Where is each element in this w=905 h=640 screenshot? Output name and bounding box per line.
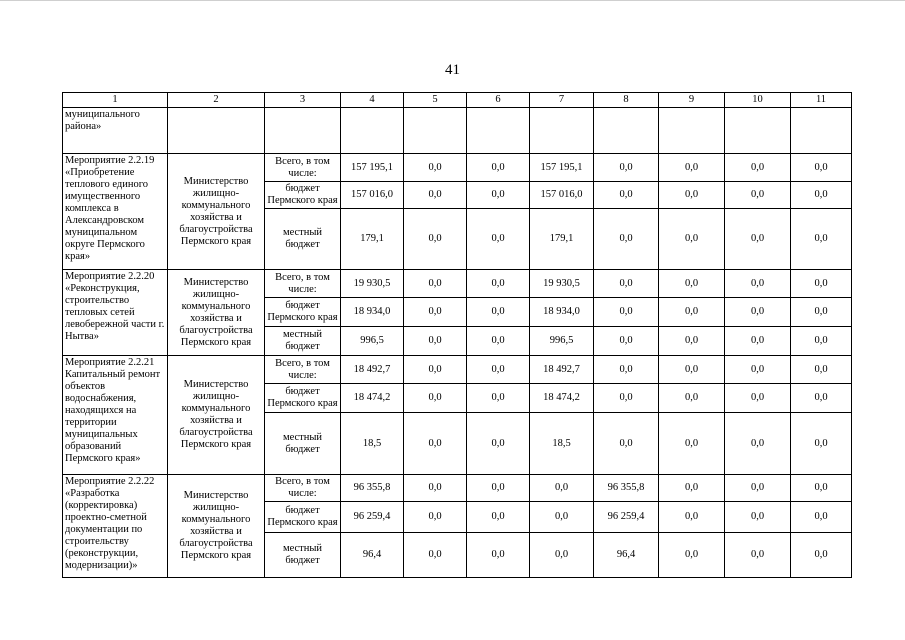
header-row (63, 93, 852, 108)
value-cell: 157 016,0 (341, 182, 404, 209)
value-cell: 0,0 (467, 209, 530, 270)
value-cell: 0,0 (594, 182, 659, 209)
funding-source: бюджет Пермского края (265, 384, 341, 413)
value-cell: 0,0 (791, 270, 852, 298)
measure-name: Мероприятие 2.2.20 «Реконструкция, строительство тепловых сетей левобережной части г. Нытва» (63, 270, 168, 356)
value-cell: 0,0 (659, 182, 725, 209)
value-cell: 18 934,0 (530, 298, 594, 327)
column-header: 8 (594, 93, 659, 108)
value-cell: 0,0 (594, 209, 659, 270)
value-cell: 18 934,0 (341, 298, 404, 327)
value-cell: 0,0 (725, 533, 791, 578)
measure-name: Мероприятие 2.2.19 «Приобретение теплового единого имущественного комплекса в Александровском муниципальном округе Пермского края» (63, 154, 168, 270)
value-cell: 0,0 (659, 270, 725, 298)
funding-source: Всего, в том числе: (265, 475, 341, 502)
value-cell: 0,0 (659, 356, 725, 384)
value-cell: 0,0 (725, 502, 791, 533)
continuation-row (63, 108, 852, 154)
column-header: 11 (791, 93, 852, 108)
value-cell: 18 474,2 (341, 384, 404, 413)
value-cell: 0,0 (725, 327, 791, 356)
column-header: 3 (265, 93, 341, 108)
responsible-body: Министерство жилищно-коммунального хозяйства и благоустройства Пермского края (168, 475, 265, 578)
column-header: 5 (404, 93, 467, 108)
value-cell: 96 259,4 (594, 502, 659, 533)
value-cell: 0,0 (791, 182, 852, 209)
value-cell: 0,0 (404, 182, 467, 209)
funding-source: Всего, в том числе: (265, 154, 341, 182)
funding-source: бюджет Пермского края (265, 182, 341, 209)
value-cell: 0,0 (791, 154, 852, 182)
value-cell: 0,0 (467, 182, 530, 209)
responsible-body: Министерство жилищно-коммунального хозяйства и благоустройства Пермского края (168, 270, 265, 356)
value-cell: 0,0 (404, 270, 467, 298)
value-cell: 0,0 (725, 356, 791, 384)
column-header: 6 (467, 93, 530, 108)
value-cell: 0,0 (467, 475, 530, 502)
value-cell: 0,0 (467, 356, 530, 384)
value-cell: 96,4 (594, 533, 659, 578)
value-cell: 96 355,8 (594, 475, 659, 502)
value-cell: 0,0 (659, 154, 725, 182)
value-cell: 0,0 (791, 475, 852, 502)
value-cell: 0,0 (530, 502, 594, 533)
value-cell: 0,0 (467, 327, 530, 356)
page-top-edge (0, 0, 905, 1)
value-cell: 18,5 (341, 413, 404, 475)
value-cell: 19 930,5 (530, 270, 594, 298)
column-header: 10 (725, 93, 791, 108)
value-cell: 0,0 (467, 502, 530, 533)
value-cell: 0,0 (725, 270, 791, 298)
value-cell: 0,0 (530, 533, 594, 578)
value-cell: 0,0 (659, 298, 725, 327)
value-cell: 0,0 (659, 413, 725, 475)
value-cell: 179,1 (341, 209, 404, 270)
continuation-cell: муниципального района» (63, 108, 168, 154)
value-cell: 0,0 (594, 270, 659, 298)
value-cell: 0,0 (659, 384, 725, 413)
value-cell: 18 492,7 (341, 356, 404, 384)
value-cell: 0,0 (530, 475, 594, 502)
value-cell: 0,0 (404, 298, 467, 327)
value-cell: 0,0 (404, 327, 467, 356)
value-cell: 0,0 (725, 182, 791, 209)
table-row (63, 270, 852, 298)
value-cell: 0,0 (404, 356, 467, 384)
value-cell: 996,5 (530, 327, 594, 356)
measure-name: Мероприятие 2.2.22 «Разработка (корректировка) проектно-сметной документации по строительству (реконструкции, модернизации)» (63, 475, 168, 578)
funding-source: местный бюджет (265, 209, 341, 270)
value-cell: 0,0 (404, 533, 467, 578)
value-cell: 0,0 (594, 327, 659, 356)
column-header: 2 (168, 93, 265, 108)
value-cell: 0,0 (791, 327, 852, 356)
value-cell: 0,0 (404, 413, 467, 475)
value-cell: 0,0 (404, 384, 467, 413)
funding-source: местный бюджет (265, 327, 341, 356)
value-cell: 0,0 (404, 475, 467, 502)
value-cell: 0,0 (791, 209, 852, 270)
table-row (63, 475, 852, 502)
value-cell: 0,0 (404, 209, 467, 270)
value-cell: 0,0 (791, 502, 852, 533)
value-cell: 157 195,1 (341, 154, 404, 182)
measure-name: Мероприятие 2.2.21 Капитальный ремонт объектов водоснабжения, находящихся на территории муниципальных образований Пермского края» (63, 356, 168, 475)
column-header: 7 (530, 93, 594, 108)
value-cell: 18,5 (530, 413, 594, 475)
value-cell: 0,0 (404, 154, 467, 182)
value-cell: 96 259,4 (341, 502, 404, 533)
responsible-body: Министерство жилищно-коммунального хозяйства и благоустройства Пермского края (168, 154, 265, 270)
funding-source: Всего, в том числе: (265, 356, 341, 384)
funding-source: местный бюджет (265, 533, 341, 578)
value-cell: 157 195,1 (530, 154, 594, 182)
value-cell: 0,0 (791, 384, 852, 413)
value-cell: 0,0 (659, 327, 725, 356)
column-header: 1 (63, 93, 168, 108)
value-cell: 0,0 (791, 533, 852, 578)
value-cell: 0,0 (467, 413, 530, 475)
value-cell: 0,0 (594, 154, 659, 182)
value-cell: 0,0 (659, 533, 725, 578)
value-cell: 0,0 (594, 356, 659, 384)
value-cell: 0,0 (791, 356, 852, 384)
page-number: 41 (445, 62, 460, 78)
value-cell: 157 016,0 (530, 182, 594, 209)
value-cell: 0,0 (467, 154, 530, 182)
value-cell: 0,0 (725, 384, 791, 413)
table-row (63, 154, 852, 182)
value-cell: 18 492,7 (530, 356, 594, 384)
budget-table (62, 92, 852, 578)
value-cell: 0,0 (659, 209, 725, 270)
responsible-body: Министерство жилищно-коммунального хозяйства и благоустройства Пермского края (168, 356, 265, 475)
value-cell: 0,0 (467, 298, 530, 327)
value-cell: 0,0 (725, 154, 791, 182)
value-cell: 996,5 (341, 327, 404, 356)
value-cell: 0,0 (725, 209, 791, 270)
value-cell: 0,0 (467, 270, 530, 298)
value-cell: 0,0 (659, 502, 725, 533)
value-cell: 0,0 (725, 413, 791, 475)
column-header: 4 (341, 93, 404, 108)
table-row (63, 356, 852, 384)
value-cell: 96 355,8 (341, 475, 404, 502)
value-cell: 0,0 (725, 298, 791, 327)
value-cell: 0,0 (725, 475, 791, 502)
value-cell: 0,0 (659, 475, 725, 502)
funding-source: Всего, в том числе: (265, 270, 341, 298)
value-cell: 0,0 (404, 502, 467, 533)
funding-source: местный бюджет (265, 413, 341, 475)
value-cell: 0,0 (467, 384, 530, 413)
value-cell: 96,4 (341, 533, 404, 578)
value-cell: 0,0 (594, 384, 659, 413)
value-cell: 0,0 (594, 298, 659, 327)
column-header: 9 (659, 93, 725, 108)
funding-source: бюджет Пермского края (265, 298, 341, 327)
value-cell: 179,1 (530, 209, 594, 270)
value-cell: 0,0 (467, 533, 530, 578)
value-cell: 0,0 (791, 298, 852, 327)
value-cell: 19 930,5 (341, 270, 404, 298)
value-cell: 0,0 (791, 413, 852, 475)
value-cell: 18 474,2 (530, 384, 594, 413)
value-cell: 0,0 (594, 413, 659, 475)
funding-source: бюджет Пермского края (265, 502, 341, 533)
